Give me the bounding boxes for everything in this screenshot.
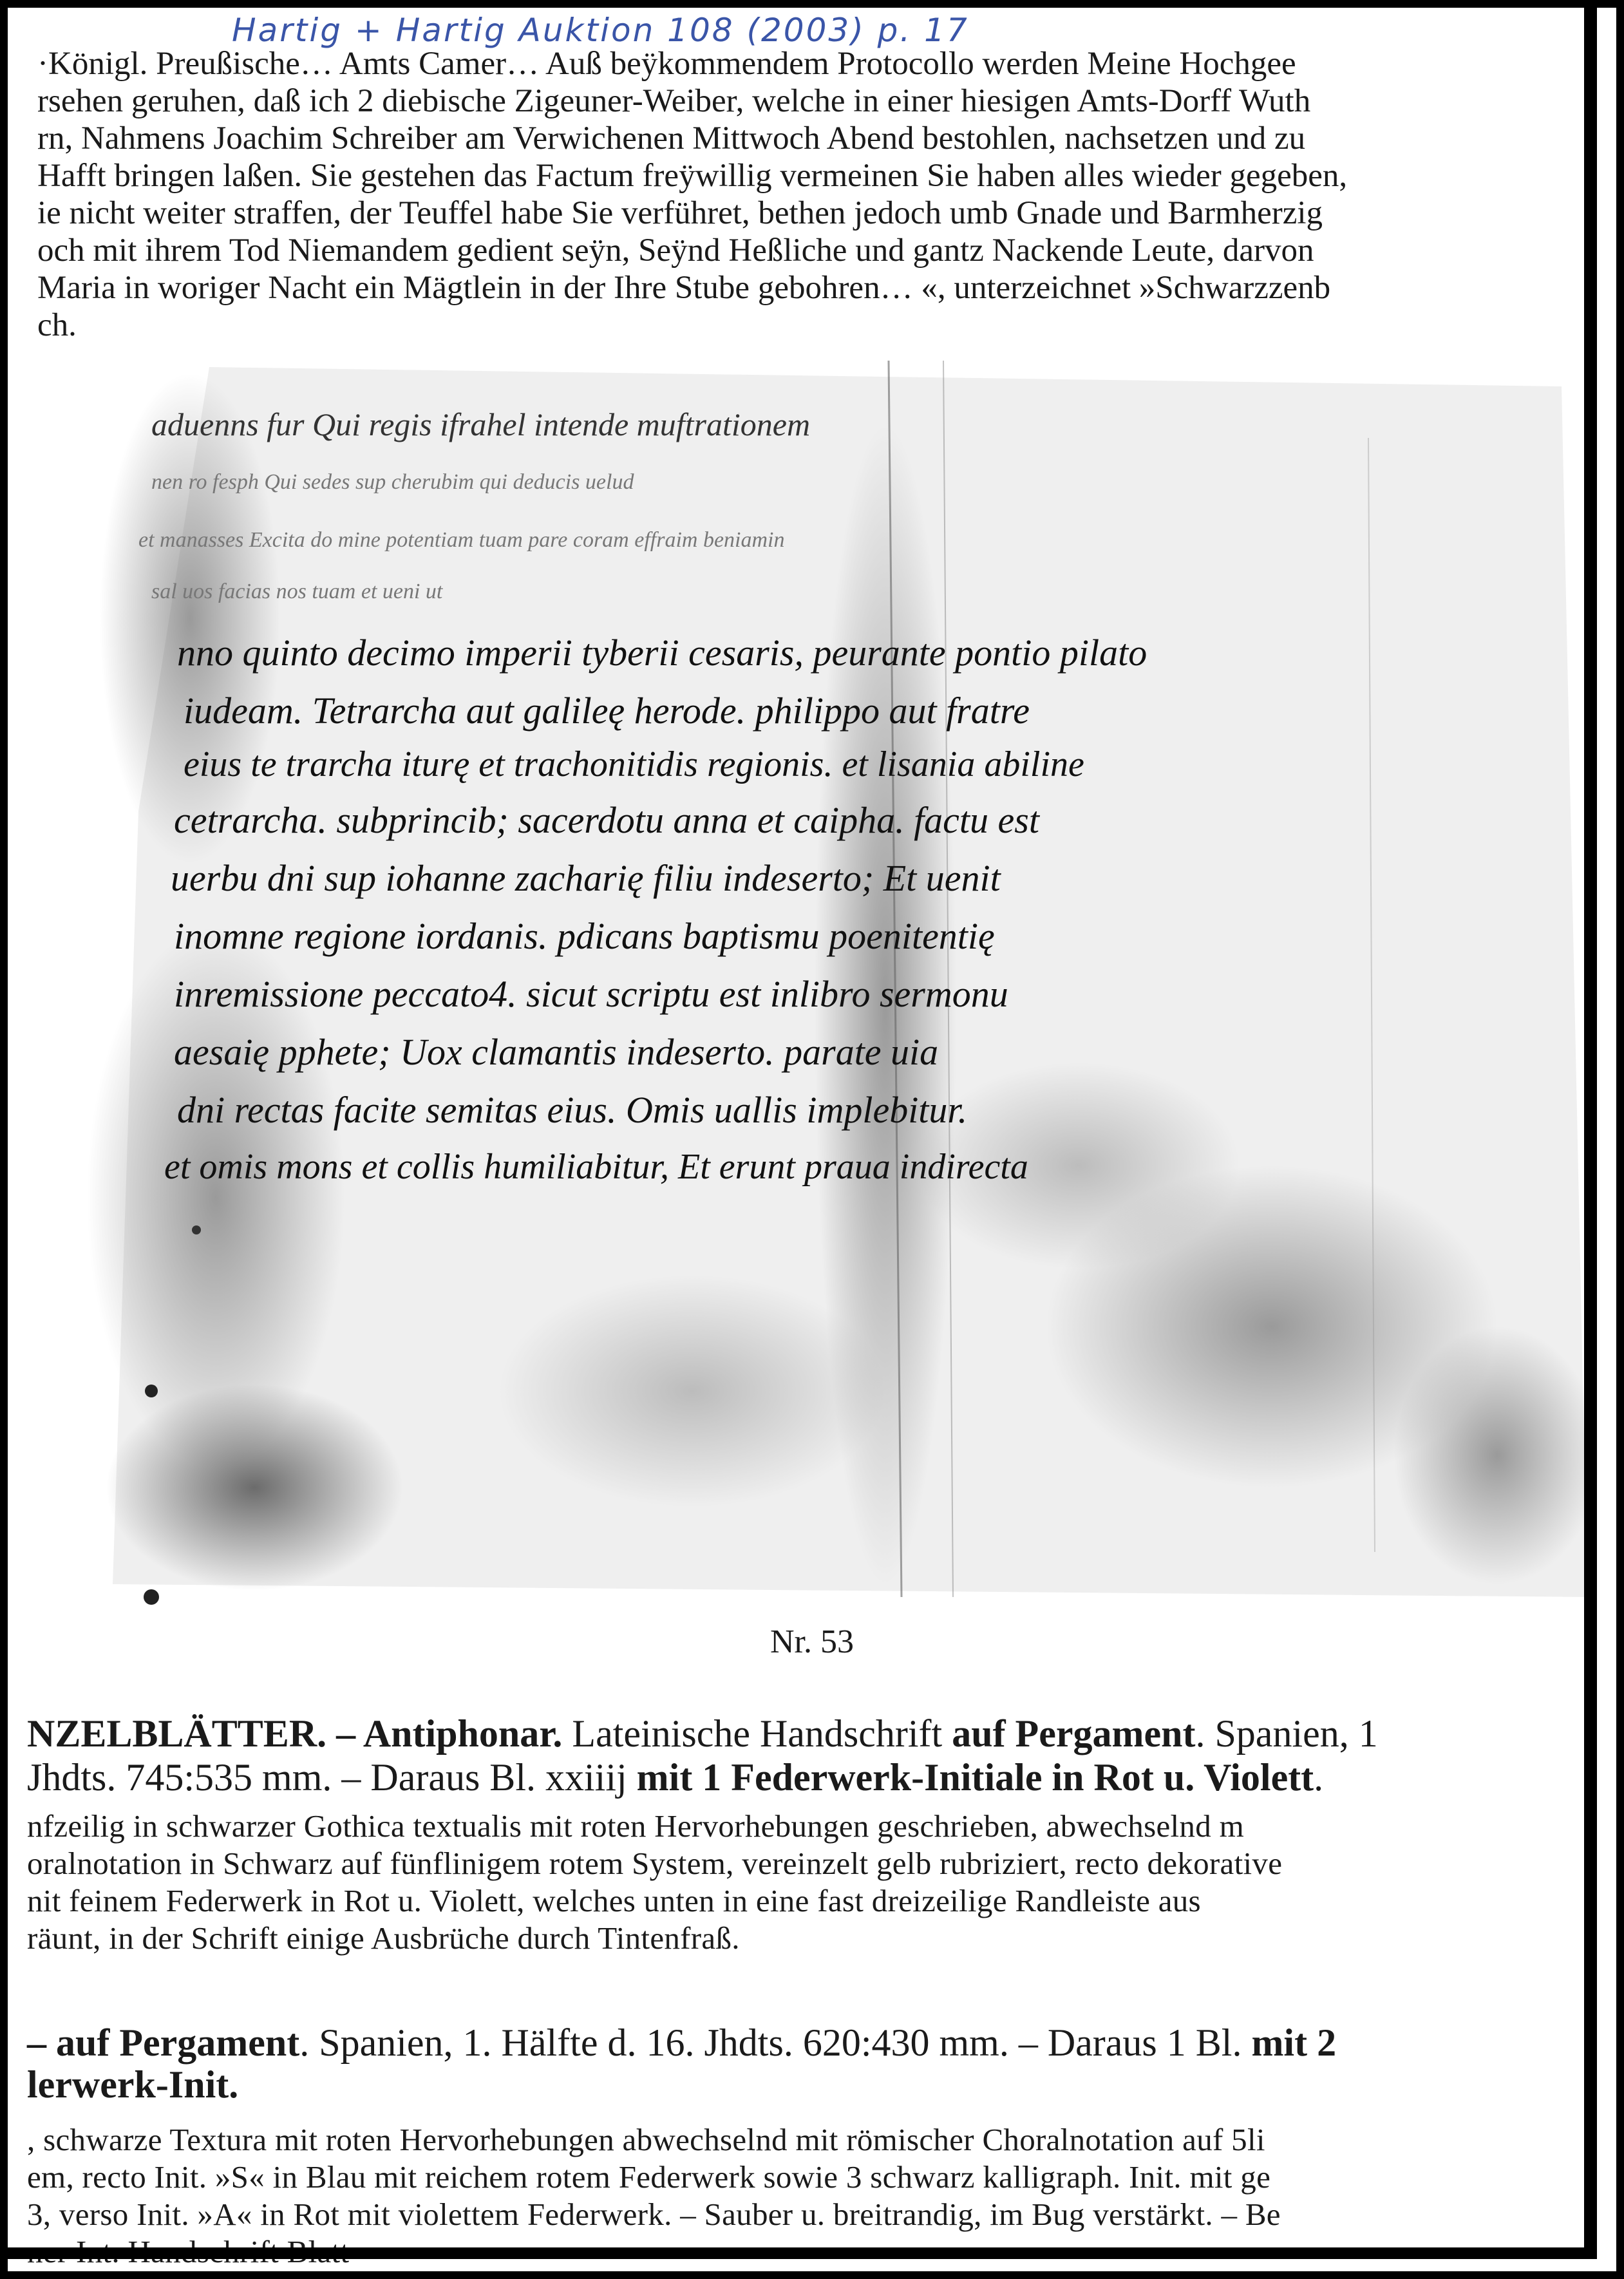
entry-material: – auf Pergament	[27, 2021, 300, 2064]
entry-body-line: nfzeilig in schwarzer Gothica textualis mit roten Hervorhebungen geschrieben, abwechselnd m	[27, 1808, 1244, 1844]
text-line: Maria in woriger Nacht ein Mägtlein in der Ihre Stube gebohren… «, unterzeichnet »Schwarzzenb	[37, 270, 1331, 306]
faint-line: nen ro fesph Qui sedes sup cherubim qui deducis uelud	[151, 470, 634, 494]
entry-body-line: em, recto Init. »S« in Blau mit reichem rotem Federwerk sowie 3 schwarz kalligraph. Init. mit ge	[27, 2159, 1271, 2195]
manuscript-line: uerbu dni sup iohanne zacharię filiu indeserto; Et uenit	[171, 857, 1001, 899]
entry-body-line: 3, verso Init. »A« in Rot mit violettem Federwerk. – Sauber u. breitrandig, im Bug verstärkt. – Be	[27, 2197, 1281, 2232]
entry-initial: mit 1 Federwerk-Initiale in Rot u. Violett	[636, 1756, 1314, 1799]
entry-origin: . Spanien, 1. Hälfte d. 16. Jhdts. 620:430 mm. – Daraus 1 Bl.	[299, 2021, 1252, 2064]
faint-line: sal uos facias nos tuam et ueni ut	[151, 580, 443, 603]
text-line: ·Königl. Preußische… Amts Camer… Auß beÿkommendem Protocollo werden Meine Hochgee	[37, 46, 1296, 82]
manuscript-line: cetrarcha. subprincib; sacerdotu anna et caipha. factu est	[174, 799, 1039, 841]
manuscript-line: nno quinto decimo imperii tyberii cesaris, peurante pontio pilato	[177, 632, 1147, 674]
entry-title: NZELBLÄTTER. – Antiphonar.	[27, 1712, 563, 1755]
manuscript-line: inremissione peccato4. sicut scriptu est inlibro sermonu	[174, 973, 1008, 1015]
entry-material: auf Pergament	[952, 1712, 1196, 1755]
entry-initial: mit 2	[1251, 2021, 1337, 2064]
manuscript-line: inomne regione iordanis. pdicans baptismu poenitentię	[174, 915, 995, 957]
handwritten-note: Hartig + Hartig Auktion 108 (2003) p. 17	[232, 12, 969, 49]
manuscript-line: iudeam. Tetrarcha aut galileę herode. philippo aut fratre	[184, 690, 1030, 732]
text-line: Hafft bringen laßen. Sie gestehen das Factum freÿwillig vermeinen Sie haben alles wieder gegeben,	[37, 158, 1348, 194]
manuscript-line: eius te trarcha iturę et trachonitidis regionis. et lisania abiline	[184, 744, 1084, 784]
manuscript-line: et omis mons et collis humiliabitur, Et erunt praua indirecta	[164, 1147, 1028, 1187]
text-line: ie nicht weiter straffen, der Teuffel habe Sie verführet, bethen jedoch umb Gnade und Barmherzig	[37, 195, 1323, 231]
entry-origin: . Spanien, 1	[1195, 1712, 1378, 1755]
text-line: ch.	[37, 307, 77, 343]
entry-body-line: räunt, in der Schrift einige Ausbrüche durch Tintenfraß.	[27, 1920, 740, 1956]
entry-initial-cont: lerwerk-Init.	[27, 2063, 239, 2106]
text-line: rsehen geruhen, daß ich 2 diebische Zigeuner-Weiber, welche in einer hiesigen Amts-Dorff Wuth	[37, 83, 1311, 119]
entry-dimensions: Jhdts. 745:535 mm. – Daraus Bl. xxiiij	[27, 1756, 637, 1799]
entry-body-line: ner Int. Handschrift Blatt	[27, 2234, 350, 2269]
text-line: rn, Nahmens Joachim Schreiber am Verwichenen Mittwoch Abend bestohlen, nachsetzen und zu	[37, 120, 1306, 156]
entry-body-line: nit feinem Federwerk in Rot u. Violett, welches unten in eine fast dreizeilige Randleiste aus	[27, 1883, 1201, 1918]
entry-body-line: , schwarze Textura mit roten Hervorhebungen abwechselnd mit römischer Choralnotation auf 5li	[27, 2122, 1265, 2157]
image-caption: Nr. 53	[770, 1623, 854, 1660]
text-line: och mit ihrem Tod Niemandem gedient seÿn, Seÿnd Heßliche und gantz Nackende Leute, darvon	[37, 232, 1314, 269]
entry-title-text: Lateinische Handschrift	[562, 1712, 952, 1755]
faint-line: et manasses Excita do mine potentiam tuam pare coram effraim beniamin	[138, 528, 785, 552]
entry-body-line: oralnotation in Schwarz auf fünflinigem rotem System, vereinzelt gelb rubriziert, recto dekorative	[27, 1846, 1283, 1881]
faint-line: aduenns fur Qui regis ifrahel intende muftrationem	[151, 406, 811, 442]
manuscript-line: dni rectas facite semitas eius. Omis uallis implebitur.	[177, 1089, 968, 1131]
entry-punct: .	[1314, 1756, 1324, 1799]
manuscript-line: aesaię pphete; Uox clamantis indeserto. parate uia	[174, 1031, 939, 1073]
